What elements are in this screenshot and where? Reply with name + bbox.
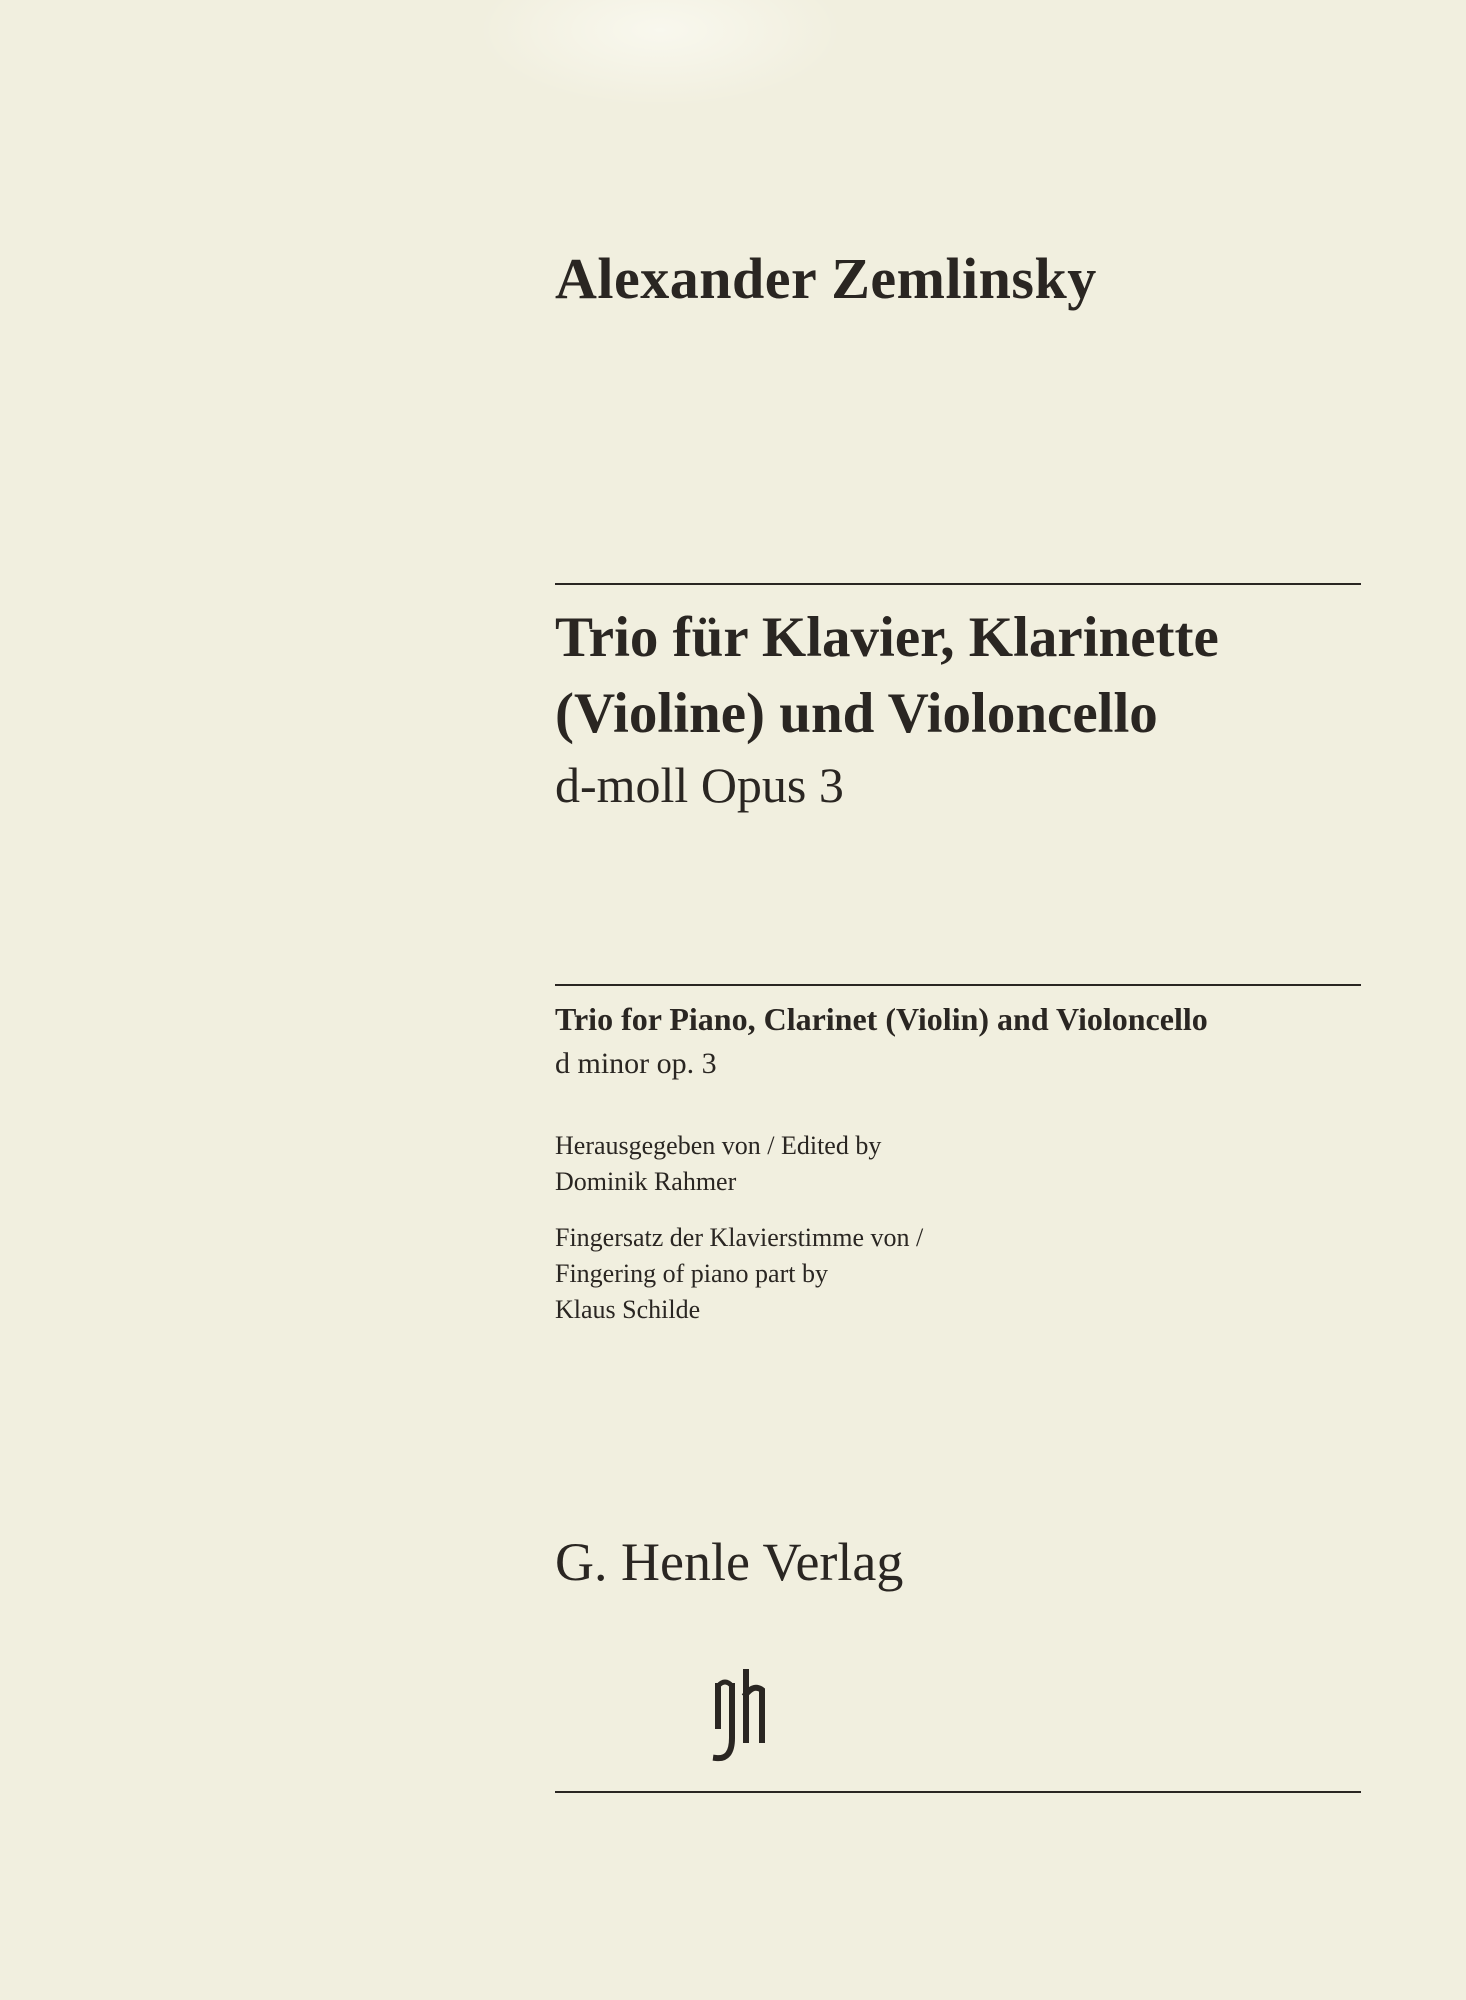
- fingering-by-name: Klaus Schilde: [555, 1295, 701, 1324]
- editor-name: Dominik Rahmer: [555, 1167, 737, 1196]
- divider-bottom: [555, 1791, 1361, 1793]
- divider-top: [555, 583, 1361, 585]
- fingering-label-line-2: Fingering of piano part by: [555, 1259, 828, 1288]
- key-english: d minor op. 3: [555, 1047, 717, 1080]
- title-english: Trio for Piano, Clarinet (Violin) and Violoncello: [555, 1001, 1208, 1037]
- composer-name: Alexander Zemlinsky: [555, 246, 1097, 311]
- divider-middle: [555, 984, 1361, 986]
- title-german: [555, 600, 1361, 752]
- publisher-name: G. Henle Verlag: [555, 1532, 904, 1592]
- title-german-line-2: (Violine) und Violoncello: [555, 682, 1158, 745]
- edited-by-label: Herausgegeben von / Edited by: [555, 1131, 882, 1160]
- fingering-label-line-1: Fingersatz der Klavierstimme von /: [555, 1223, 924, 1252]
- henle-gh-monogram-icon: [710, 1668, 780, 1768]
- title-german-line-1: Trio für Klavier, Klarinette: [555, 606, 1219, 669]
- key-german: d-moll Opus 3: [555, 757, 844, 813]
